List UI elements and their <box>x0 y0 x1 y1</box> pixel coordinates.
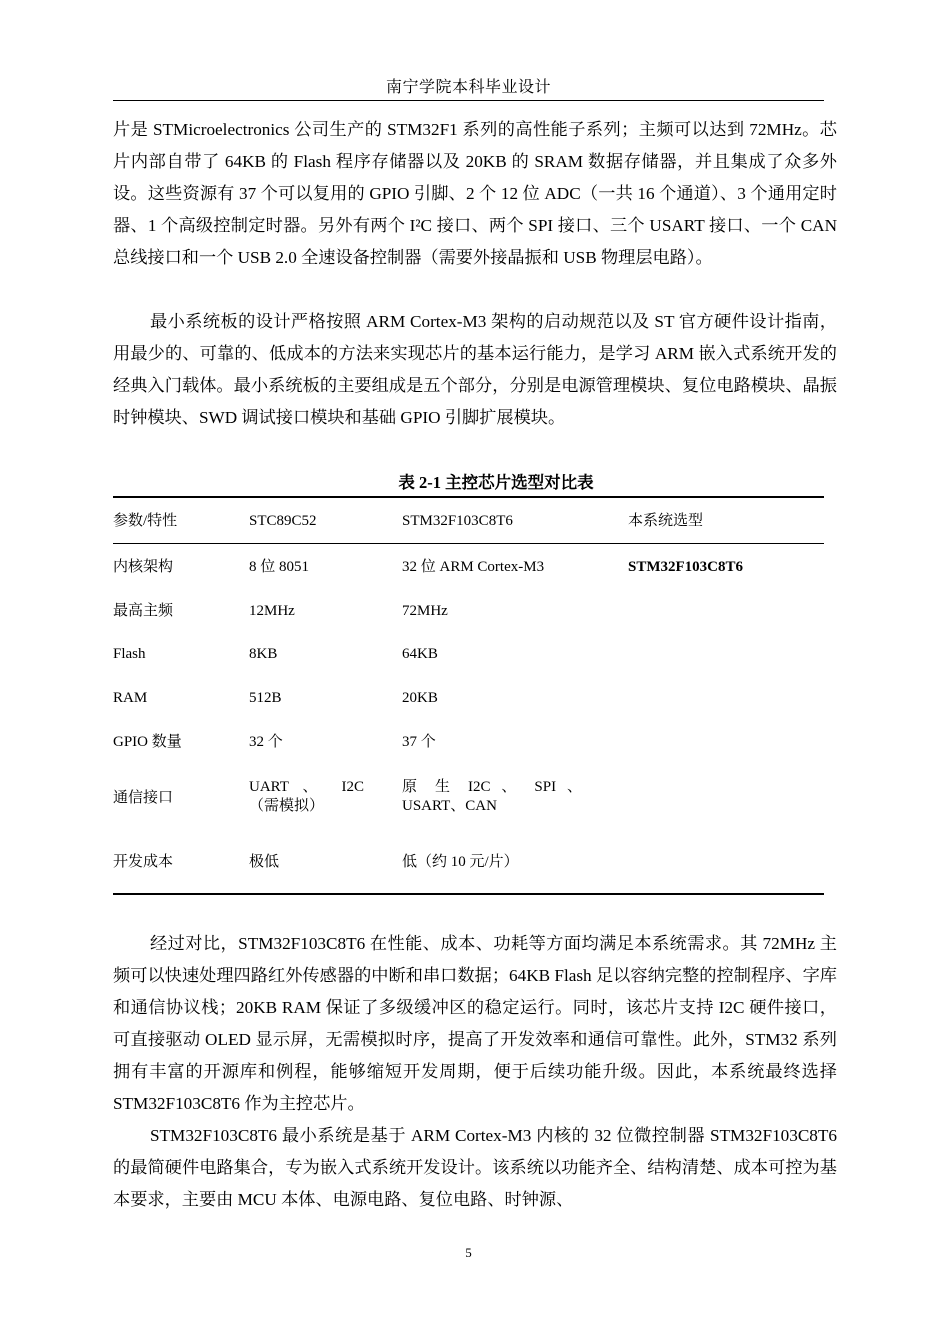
page-number: 5 <box>465 1245 472 1260</box>
table-cell: 内核架构 <box>113 559 174 575</box>
table-cell: 72MHz <box>402 603 448 619</box>
selected-chip-cell: STM32F103C8T6 <box>628 559 744 575</box>
table-cell: 最高主频 <box>113 603 174 619</box>
table-cell: 通信接口 <box>113 790 174 806</box>
table-header-cell: STM32F103C8T6 <box>402 513 513 529</box>
table-cell: 37 个 <box>402 734 436 750</box>
table-cell: GPIO 数量 <box>113 734 182 750</box>
table-header-cell: 本系统选型 <box>628 513 704 529</box>
table-cell: 12MHz <box>249 603 295 619</box>
table-top-rule <box>113 496 824 498</box>
table-cell: 极低 <box>249 854 280 870</box>
header-divider <box>113 100 824 101</box>
page-header: 南宁学院本科毕业设计 <box>385 79 551 96</box>
table-cell: RAM <box>113 690 148 706</box>
table-cell: 512B <box>249 690 282 706</box>
table-cell: 64KB <box>402 646 438 662</box>
table-header-rule <box>113 543 824 544</box>
body-paragraph-1: 片是 STMicroelectronics 公司生产的 STM32F1 系列的高性能子系列；主频可以达到 72MHz。芯片内部自带了 64KB 的 Flash 程序存储器以及 20KB 的 SRAM 数据存储器，并且集成了众多外设。这些资源有 37 个可以复用的 GPIO 引脚、2 个 12 位 ADC（一共 16 个通道）、3 个通用定时器、1 个高级控制定时器。另外有两个 I²C 接口、两个 SPI 接口、三个 USART 接口、一个 CAN 总线接口和一个 USB 2.0 全速设备控制器（需要外接晶振和 USB 物理层电路）。 <box>113 120 837 267</box>
table-caption: 表 2-1 主控芯片选型对比表 <box>398 473 594 492</box>
table-cell: 原 生 I2C 、 SPI 、 USART、CAN <box>402 779 582 814</box>
table-cell: 8KB <box>249 646 278 662</box>
table-bottom-rule <box>113 893 824 895</box>
table-header-cell: 参数/特性 <box>113 513 178 529</box>
table-cell: Flash <box>113 646 146 662</box>
body-paragraph-4: STM32F103C8T6 最小系统是基于 ARM Cortex-M3 内核的 32 位微控制器 STM32F103C8T6 的最简硬件电路集合，专为嵌入式系统开发设计。该系统以功能齐全、结构清楚、成本可控为基本要求，主要由 MCU 本体、电源电路、复位电路、时钟源、 <box>113 1126 837 1209</box>
body-paragraph-2: 最小系统板的设计严格按照 ARM Cortex-M3 架构的启动规范以及 ST 官方硬件设计指南，用最少的、可靠的、低成本的方法来实现芯片的基本运行能力，是学习 ARM 嵌入式系统开发的经典入门载体。最小系统板的主要组成是五个部分，分别是电源管理模块、复位电路模块、晶振时钟模块、SWD 调试接口模块和基础 GPIO 引脚扩展模块。 <box>113 312 837 427</box>
table-header-cell: STC89C52 <box>249 513 317 529</box>
table-cell: 32 个 <box>249 734 283 750</box>
body-paragraph-3: 经过对比，STM32F103C8T6 在性能、成本、功耗等方面均满足本系统需求。其 72MHz 主频可以快速处理四路红外传感器的中断和串口数据；64KB Flash 足以容纳完整的控制程序、字库和通信协议栈；20KB RAM 保证了多级缓冲区的稳定运行。同时，该芯片支持 I2C 硬件接口，可直接驱动 OLED 显示屏，无需模拟时序，提高了开发效率和通信可靠性。此外，STM32 系列拥有丰富的开源库和例程，能够缩短开发周期，便于后续功能升级。因此，本系统最终选择 STM32F103C8T6 作为主控芯片。 <box>113 934 837 1113</box>
table-cell: UART 、 I2C （需模拟） <box>249 779 364 814</box>
table-cell: 20KB <box>402 690 438 706</box>
table-cell: 低（约 10 元/片） <box>402 854 519 870</box>
table-cell: 32 位 ARM Cortex-M3 <box>402 559 545 575</box>
table-cell: 开发成本 <box>113 854 174 870</box>
table-cell: 8 位 8051 <box>249 559 310 575</box>
